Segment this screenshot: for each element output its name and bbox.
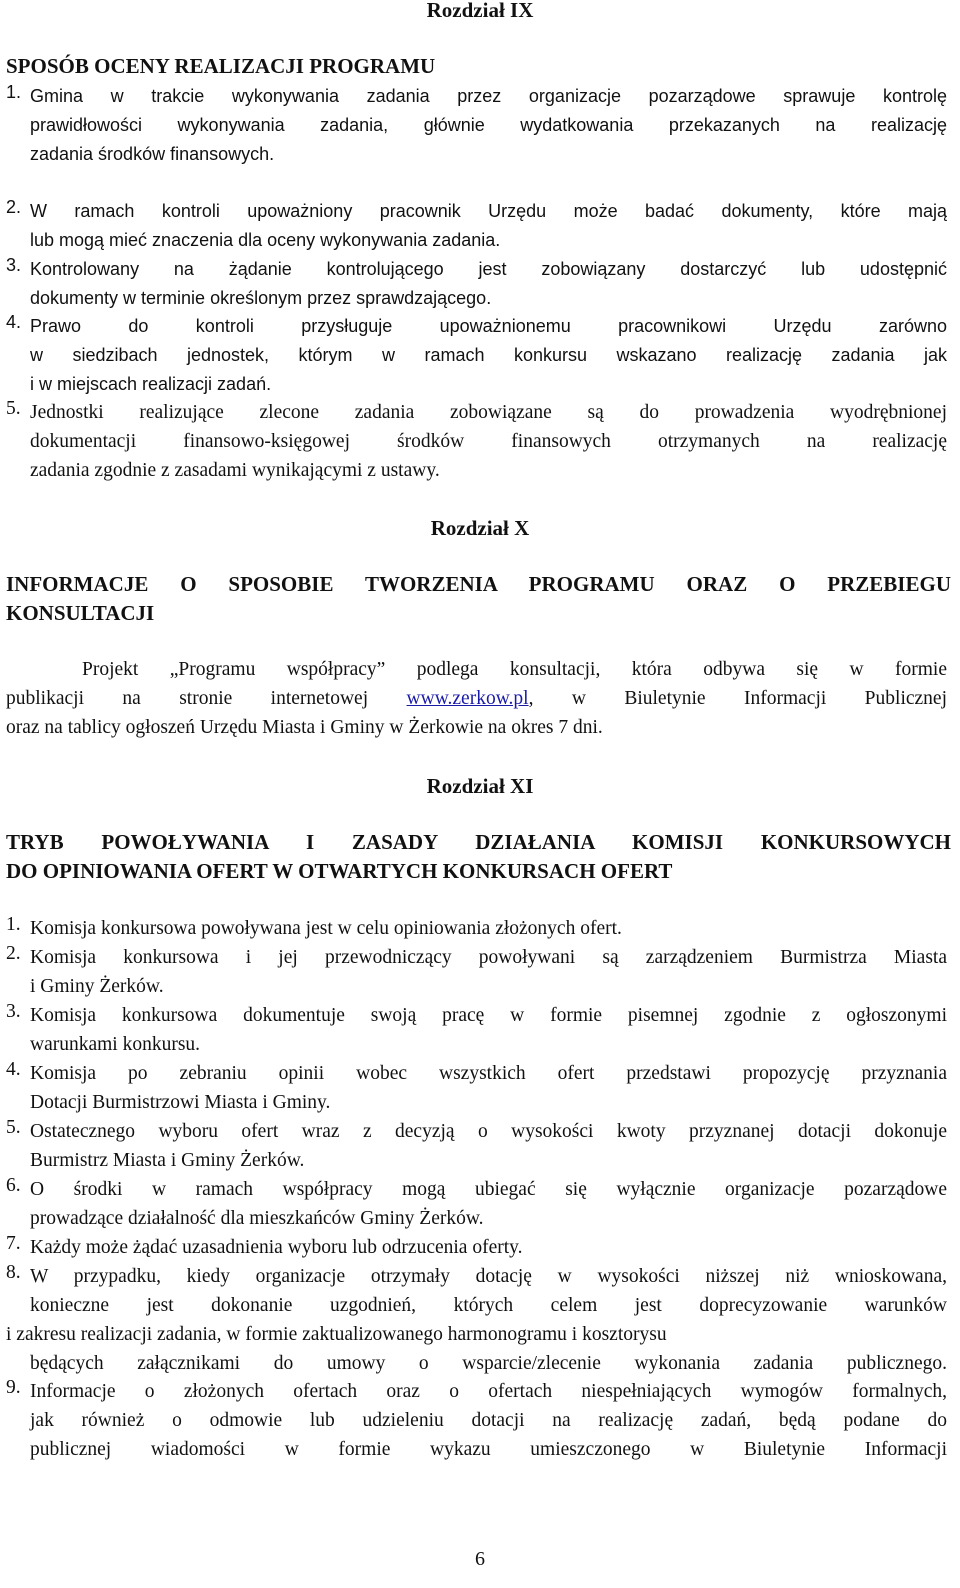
- list-item: 2. W ramach kontroli upoważniony pracownik Urzędu może badać dokumenty, które mają lub mogą mieć znaczenia dla oceny wykonywania zadania.: [6, 197, 947, 255]
- list-item-line: dokumentacji finansowo-księgowej środków finansowych otrzymanych na realizację: [30, 431, 947, 452]
- list-item: 8. W przypadku, kiedy organizacje otrzymały dotację w wysokości niższej niż wnioskowana, konieczne jest dokonanie uzgodnień, których celem jest doprecyzowanie warunków i zakresu realizacji zadania, w formie zaktualizowanego harmonogramu i kosztorysu będących załącznikami do umowy o wsparcie/zlecenie wykonania zadania publicznego.: [6, 1262, 947, 1378]
- list-item-line: Każdy może żądać uzasadnienia wyboru lub odrzucenia oferty.: [30, 1237, 523, 1258]
- list-item-line: lub mogą mieć znaczenia dla oceny wykonywania zadania.: [30, 230, 501, 250]
- list-item-line: zadania środków finansowych.: [30, 144, 275, 164]
- page-number: 6: [475, 1548, 485, 1570]
- chapter-heading-11: TRYB POWOŁYWANIA I ZASADY DZIAŁANIA KOMISJI KONKURSOWYCH DO OPINIOWANIA OFERT W OTWARTYCH KONKURSACH OFERT: [6, 830, 951, 883]
- list-item-line: O środki w ramach współpracy mogą ubiegać się wyłącznie organizacje pozarządowe: [30, 1179, 947, 1200]
- list-item: 7. Każdy może żądać uzasadnienia wyboru lub odrzucenia oferty.: [6, 1233, 947, 1262]
- chapter-title-11: Rozdział XI: [426, 774, 534, 798]
- list-item-line: Ostatecznego wyboru ofert wraz z decyzją o wysokości kwoty przyznanej dotacji dokonuje: [30, 1121, 947, 1142]
- chapter-title-10: Rozdział X: [430, 516, 530, 540]
- list-item-line: Dotacji Burmistrzowi Miasta i Gminy.: [30, 1092, 331, 1113]
- list-item-line: dokumenty w terminie określonym przez sprawdzającego.: [30, 288, 492, 308]
- list-item: 1. Gmina w trakcie wykonywania zadania przez organizacje pozarządowe sprawuje kontrolę prawidłowości wykonywania zadania, głównie wydatkowania przekazanych na realizację zadania środków finansowych.: [6, 82, 947, 169]
- list-item: 3. Kontrolowany na żądanie kontrolującego jest zobowiązany dostarczyć lub udostępnić dokumenty w terminie określonym przez sprawdzającego.: [6, 255, 947, 313]
- list-item: 5. Jednostki realizujące zlecone zadania zobowiązane są do prowadzenia wyodrębnionej dokumentacji finansowo-księgowej środków finansowych otrzymanych na realizację zadania zgodnie z zasadami wynikającymi z ustawy.: [6, 398, 947, 485]
- list-item-line: warunkami konkursu.: [30, 1034, 201, 1055]
- list-item-line: Prawo do kontroli przysługuje upoważnionemu pracownikowi Urzędu zarówno: [30, 316, 947, 336]
- list-item: 4. Komisja po zebraniu opinii wobec wszystkich ofert przedstawi propozycję przyznania Dotacji Burmistrzowi Miasta i Gminy.: [6, 1059, 947, 1117]
- website-link[interactable]: www.zerkow.pl: [406, 688, 529, 709]
- list-item-line: i zakresu realizacji zadania, w formie zaktualizowanego harmonogramu i kosztorysu: [6, 1324, 667, 1345]
- list-item-line: i Gminy Żerków.: [30, 976, 164, 997]
- chapter-heading-10: INFORMACJE O SPOSOBIE TWORZENIA PROGRAMU ORAZ O PRZEBIEGU KONSULTACJI: [6, 572, 951, 625]
- list-item-line: jak również o odmowie lub udzieleniu dotacji na realizację zadań, będą podane do: [30, 1410, 947, 1431]
- list-item-line: W ramach kontroli upoważniony pracownik Urzędu może badać dokumenty, które mają: [30, 201, 947, 221]
- list-item: 4. Prawo do kontroli przysługuje upoważnionemu pracownikowi Urzędu zarówno w siedzibach jednostek, którym w ramach konkursu wskazano realizację zadania jak i w miejscach realizacji zadań.: [6, 312, 947, 399]
- consultation-paragraph: Projekt „Programu współpracy” podlega konsultacji, która odbywa się w formie publikacji na stronie internetowej www.zerkow.pl, w Biuletynie Informacji Publicznej oraz na tablicy ogłoszeń Urzędu Miasta i Gminy w Żerkowie na okres 7 dni.: [6, 659, 947, 738]
- list-item-line: i w miejscach realizacji zadań.: [30, 374, 272, 394]
- list-item-line: W przypadku, kiedy organizacje otrzymały dotację w wysokości niższej niż wnioskowana,: [30, 1266, 947, 1287]
- list-item-line: Burmistrz Miasta i Gminy Żerków.: [30, 1150, 305, 1171]
- list-item-line: Kontrolowany na żądanie kontrolującego jest zobowiązany dostarczyć lub udostępnić: [30, 259, 947, 279]
- list-item: 5. Ostatecznego wyboru ofert wraz z decyzją o wysokości kwoty przyznanej dotacji dokonuje Burmistrz Miasta i Gminy Żerków.: [6, 1117, 947, 1175]
- list-item-line: Jednostki realizujące zlecone zadania zobowiązane są do prowadzenia wyodrębnionej: [30, 402, 947, 423]
- list-item-line: będących załącznikami do umowy o wsparcie/zlecenie wykonania zadania publicznego.: [30, 1353, 947, 1374]
- list-item-line: zadania zgodnie z zasadami wynikającymi z ustawy.: [30, 460, 440, 481]
- list-item: 1. Komisja konkursowa powoływana jest w celu opiniowania złożonych ofert.: [6, 914, 947, 943]
- list-item-line: Gmina w trakcie wykonywania zadania przez organizacje pozarządowe sprawuje kontrolę: [30, 86, 947, 106]
- list-item: 6. O środki w ramach współpracy mogą ubiegać się wyłącznie organizacje pozarządowe prowadzące działalność dla mieszkańców Gminy Żerków.: [6, 1175, 947, 1233]
- list-item-line: Komisja konkursowa dokumentuje swoją pracę w formie pisemnej zgodnie z ogłoszonymi: [30, 1005, 947, 1026]
- chapter-heading-9: SPOSÓB OCENY REALIZACJI PROGRAMU: [6, 54, 436, 78]
- list-item-line: Komisja po zebraniu opinii wobec wszystkich ofert przedstawi propozycję przyznania: [30, 1063, 947, 1084]
- list-item-line: Komisja konkursowa i jej przewodniczący powoływani są zarządzeniem Burmistrza Miasta: [30, 947, 947, 968]
- list-item-line: prowadzące działalność dla mieszkańców Gminy Żerków.: [30, 1208, 484, 1229]
- list-item-line: publicznej wiadomości w formie wykazu umieszczonego w Biuletynie Informacji: [30, 1439, 947, 1460]
- list-item-line: Komisja konkursowa powoływana jest w celu opiniowania złożonych ofert.: [30, 918, 622, 939]
- list-item-line: Informacje o złożonych ofertach oraz o ofertach niespełniających wymogów formalnych,: [30, 1381, 947, 1402]
- list-item-line: w siedzibach jednostek, którym w ramach konkursu wskazano realizację zadania jak: [30, 345, 947, 365]
- list-item: 9. Informacje o złożonych ofertach oraz o ofertach niespełniających wymogów formalnych, jak również o odmowie lub udzieleniu dotacji na realizację zadań, będą podane do publicznej wiadomości w formie wykazu umieszczonego w Biuletynie Informacji: [6, 1377, 947, 1464]
- list-item-line: prawidłowości wykonywania zadania, głównie wydatkowania przekazanych na realizację: [30, 115, 947, 135]
- list-item: 2. Komisja konkursowa i jej przewodniczący powoływani są zarządzeniem Burmistrza Miasta i Gminy Żerków.: [6, 943, 947, 1001]
- list-item: 3. Komisja konkursowa dokumentuje swoją pracę w formie pisemnej zgodnie z ogłoszonymi warunkami konkursu.: [6, 1001, 947, 1059]
- chapter-title-9: Rozdział IX: [426, 0, 534, 22]
- list-item-line: konieczne jest dokonanie uzgodnień, których celem jest doprecyzowanie warunków: [30, 1295, 947, 1316]
